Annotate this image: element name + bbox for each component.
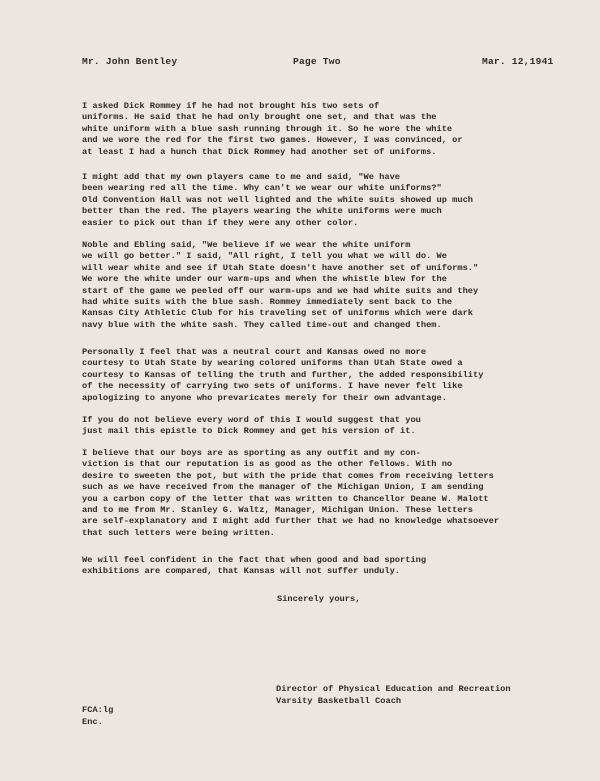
paragraph-mail-epistle: If you do not believe every word of this I would suggest that you just mail this epistle to Dick Rommey and get his version of it. (82, 415, 421, 437)
reference-initials: FCA:lg (82, 705, 114, 715)
signature-role: Varsity Basketball Coach (276, 696, 402, 706)
recipient-name: Mr. John Bentley (82, 56, 178, 67)
closing-salutation: Sincerely yours, (277, 594, 361, 604)
paragraph-neutral-court: Personally I feel that was a neutral court and Kansas owed no more courtesy to Utah State by wearing colored uniforms than Utah State owed a courtesy to Kansas of telling the truth and further, the added responsibility of the necessity of carrying two sets of uniforms. I have never felt like apologizing to anyone who prevaricates merely for their own advantage. (82, 347, 484, 403)
paragraph-reputation: I believe that our boys are as sporting as any outfit and my con- viction is that our reputation is as good as the other fellows. With no desire to sweeten the pot, but with the pride that comes from receiving letters such as we have received from the manager of the Michigan Union, I am sending you a carbon copy of the letter that was written to Chancellor Deane W. Malott and to me from Mr. Stanley G. Waltz, Manager, Michigan Union. These letters are self-explanatory and I might add further that we had no knowledge whatsoever that such letters were being written. (82, 448, 500, 538)
signature-block (276, 683, 511, 707)
paragraph-players-request: I might add that my own players came to me and said, "We have been wearing red all the time. Why can't we wear our white uniforms?" Old Convention Hall was not well lighted and the white suits showed up much better than the red. The players wearing the white uniforms were much easier to pick out than if they were any other color. (82, 172, 474, 228)
page-number: Page Two (293, 56, 341, 67)
letter-date: Mar. 12,1941 (482, 56, 554, 67)
signature-title: Director of Physical Education and Recreation (276, 684, 511, 694)
enclosure-note: Enc. (82, 717, 103, 727)
paragraph-confidence: We will feel confident in the fact that when good and bad sporting exhibitions are compared, that Kansas will not suffer unduly. (82, 555, 427, 577)
paragraph-wearing-white: Noble and Ebling said, "We believe if we wear the white uniform we will go better." I said, "All right, I tell you what we will do. We will wear white and see if Utah State doesn't have another set of uniforms." We wore the white under our warm-ups and when the whistle blew for the start of the game we peeled off our warm-ups and we had white suits and they had white suits with the blue sash. Rommey immediately sent back to the Kansas City Athletic Club for his traveling set of uniforms which were dark navy blue with the white sash. They called time-out and changed them. (82, 240, 479, 330)
reference-block (82, 704, 113, 728)
paragraph-uniform-sets: I asked Dick Rommey if he had not brought his two sets of uniforms. He said that he had only brought one set, and that was the white uniform with a blue sash running through it. So he wore the white and we wore the red for the first two games. However, I was convinced, or at least I had a hunch that Dick Rommey had another set of uniforms. (82, 101, 463, 157)
